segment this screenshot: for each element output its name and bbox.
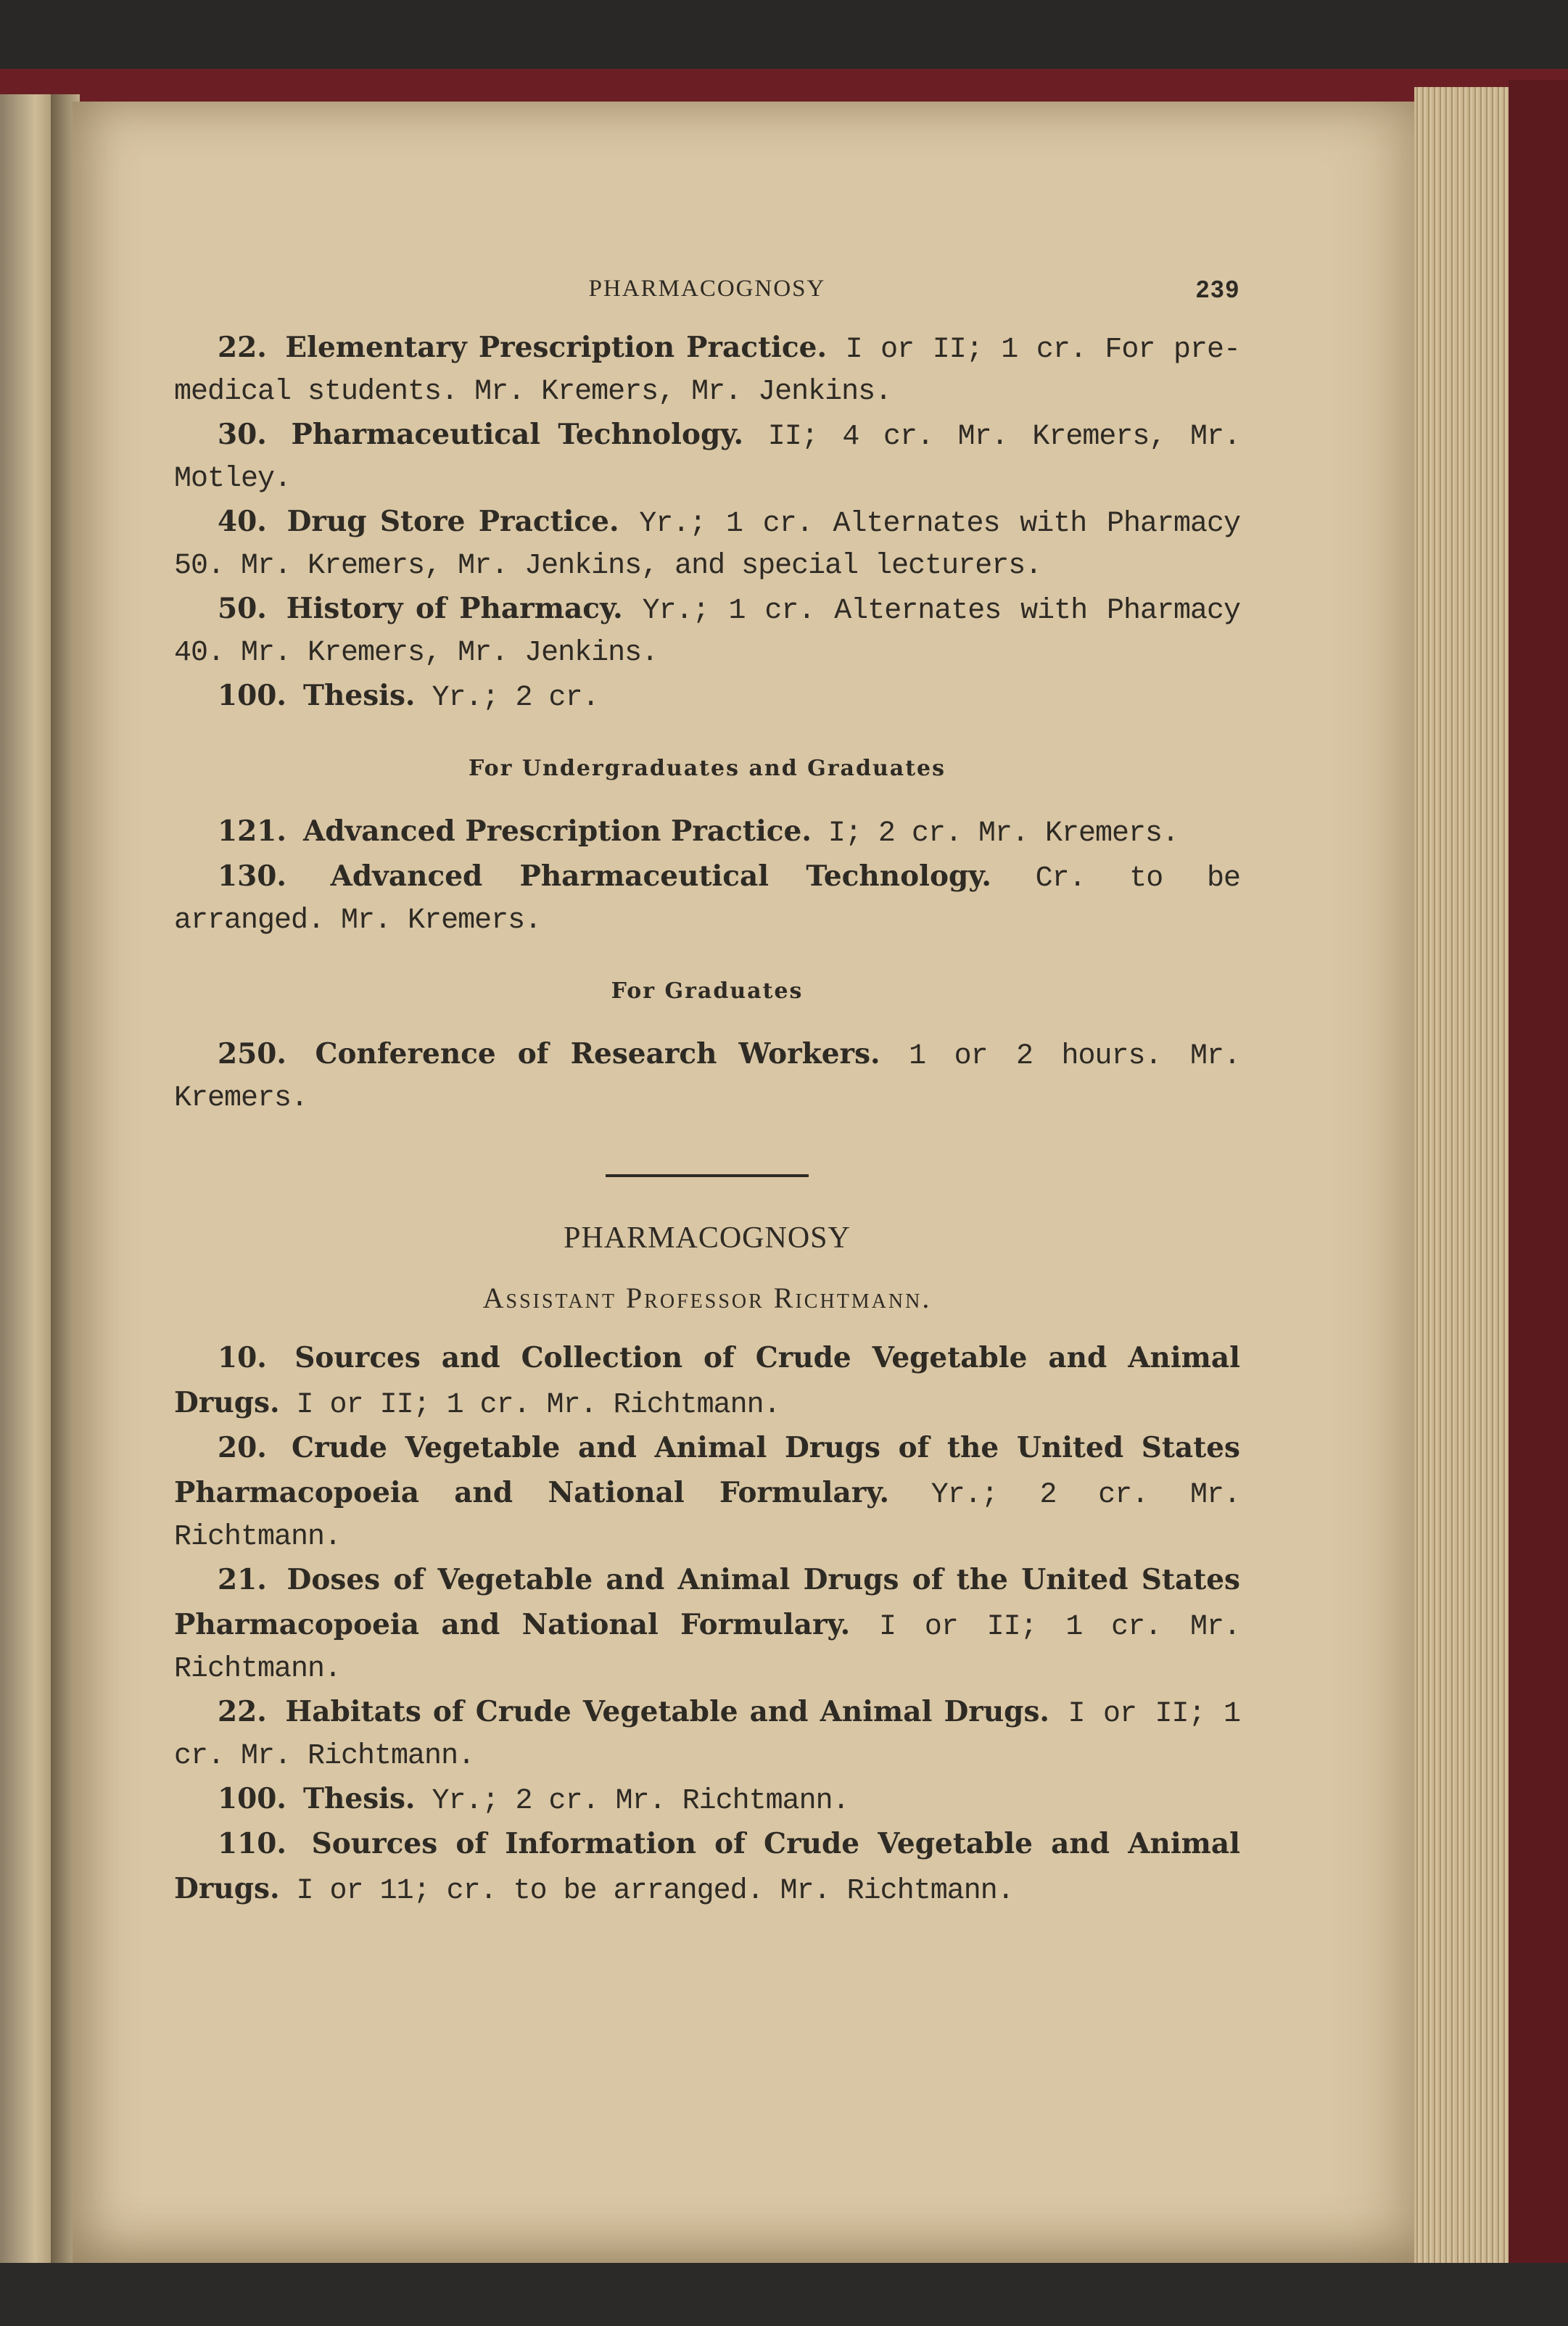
- course-details: I; 2 cr. Mr. Kremers.: [828, 817, 1179, 850]
- course-details: I or II; 1 cr. For pre-medical students. Mr. Kremers, Mr. Jenkins.: [174, 334, 1240, 408]
- course-number: 50.: [218, 592, 267, 625]
- course-details: I or II; 1 cr. Mr. Richtmann.: [174, 1611, 1240, 1686]
- course-number: 21.: [218, 1563, 267, 1596]
- running-header: [174, 276, 1240, 326]
- course-title: Doses of Vegetable and Animal Drugs of the United States Pharmacopoeia and National Formulary.: [174, 1563, 1240, 1641]
- course-list-undergrad-grad: [174, 810, 1240, 942]
- course-title: Crude Vegetable and Animal Drugs of the United States Pharmacopoeia and National Formulary.: [174, 1431, 1240, 1509]
- course-entry: [174, 810, 1240, 855]
- course-title: Thesis.: [303, 679, 416, 712]
- course-entry: [174, 1559, 1240, 1691]
- subhead-graduates: For Graduates: [611, 978, 804, 1004]
- course-details: Yr.; 1 cr. Alternates with Pharmacy 40. Mr. Kremers, Mr. Jenkins.: [174, 595, 1240, 669]
- page-text: [174, 276, 1240, 1913]
- background-top: [0, 0, 1568, 80]
- course-entry: [174, 1691, 1240, 1778]
- course-title: Drug Store Practice.: [286, 505, 619, 538]
- course-entry: [174, 1427, 1240, 1559]
- course-number: 22.: [218, 1695, 267, 1728]
- background-bottom: [0, 2263, 1568, 2326]
- course-number: 110.: [218, 1827, 286, 1860]
- course-number: 30.: [218, 418, 267, 451]
- course-title: Conference of Research Workers.: [315, 1037, 880, 1071]
- course-details: I or II; 1 cr. Mr. Richtmann.: [296, 1389, 780, 1422]
- page-edges: [1414, 87, 1509, 2277]
- subhead-undergraduates-graduates: For Undergraduates and Graduates: [468, 756, 946, 781]
- course-list-pharmacognosy: [174, 1337, 1240, 1913]
- book-cover-right: [1509, 80, 1568, 2285]
- course-number: 250.: [218, 1037, 286, 1071]
- course-number: 100.: [218, 1782, 286, 1815]
- course-number: 40.: [218, 505, 267, 538]
- course-entry: [174, 1033, 1240, 1120]
- header-title: PHARMACOGNOSY: [588, 276, 826, 302]
- course-entry: [174, 587, 1240, 675]
- course-title: Thesis.: [303, 1782, 416, 1815]
- course-details: II; 4 cr. Mr. Kremers, Mr. Motley.: [174, 421, 1240, 495]
- course-title: History of Pharmacy.: [286, 592, 623, 625]
- course-title: Sources and Collection of Crude Vegetable and Animal Drugs.: [174, 1341, 1240, 1419]
- course-list-pharmacy: [174, 326, 1240, 719]
- course-number: 10.: [218, 1341, 267, 1374]
- course-title: Elementary Prescription Practice.: [285, 331, 828, 364]
- course-number: 121.: [218, 814, 286, 848]
- page-number: 239: [1195, 276, 1240, 302]
- course-number: 20.: [218, 1431, 267, 1464]
- course-title: Pharmaceutical Technology.: [291, 418, 744, 451]
- course-number: 100.: [218, 679, 286, 712]
- course-details: Yr.; 2 cr. Mr. Richtmann.: [174, 1479, 1240, 1554]
- course-entry: [174, 326, 1240, 413]
- professor-line: Assistant Professor Richtmann.: [482, 1282, 932, 1314]
- left-page-edge: [0, 94, 51, 2285]
- course-entry: [174, 675, 1240, 719]
- course-details: I or 11; cr. to be arranged. Mr. Richtmann.: [296, 1875, 1014, 1908]
- course-title: Habitats of Crude Vegetable and Animal Drugs.: [285, 1695, 1049, 1728]
- course-details: Yr.; 2 cr. Mr. Richtmann.: [432, 1785, 849, 1818]
- course-details: Yr.; 1 cr. Alternates with Pharmacy 50. Mr. Kremers, Mr. Jenkins, and special lecturers.: [174, 508, 1240, 582]
- course-entry: [174, 1823, 1240, 1913]
- course-number: 22.: [218, 331, 267, 364]
- course-entry: [174, 413, 1240, 500]
- course-title: Sources of Information of Crude Vegetable and Animal Drugs.: [174, 1827, 1240, 1905]
- course-details: 1 or 2 hours. Mr. Kremers.: [174, 1040, 1240, 1115]
- course-entry: [174, 1778, 1240, 1823]
- course-details: Cr. to be arranged. Mr. Kremers.: [174, 862, 1240, 937]
- department-title: PHARMACOGNOSY: [564, 1221, 851, 1255]
- course-details: I or II; 1 cr. Mr. Richtmann.: [174, 1698, 1240, 1773]
- course-number: 130.: [218, 859, 286, 893]
- course-title: Advanced Prescription Practice.: [303, 814, 812, 848]
- course-details: Yr.; 2 cr.: [432, 682, 599, 714]
- course-entry: [174, 855, 1240, 942]
- course-title: Advanced Pharmaceutical Technology.: [330, 859, 992, 893]
- section-divider: [606, 1174, 809, 1177]
- course-list-graduates: [174, 1033, 1240, 1120]
- course-entry: [174, 1337, 1240, 1427]
- course-entry: [174, 500, 1240, 587]
